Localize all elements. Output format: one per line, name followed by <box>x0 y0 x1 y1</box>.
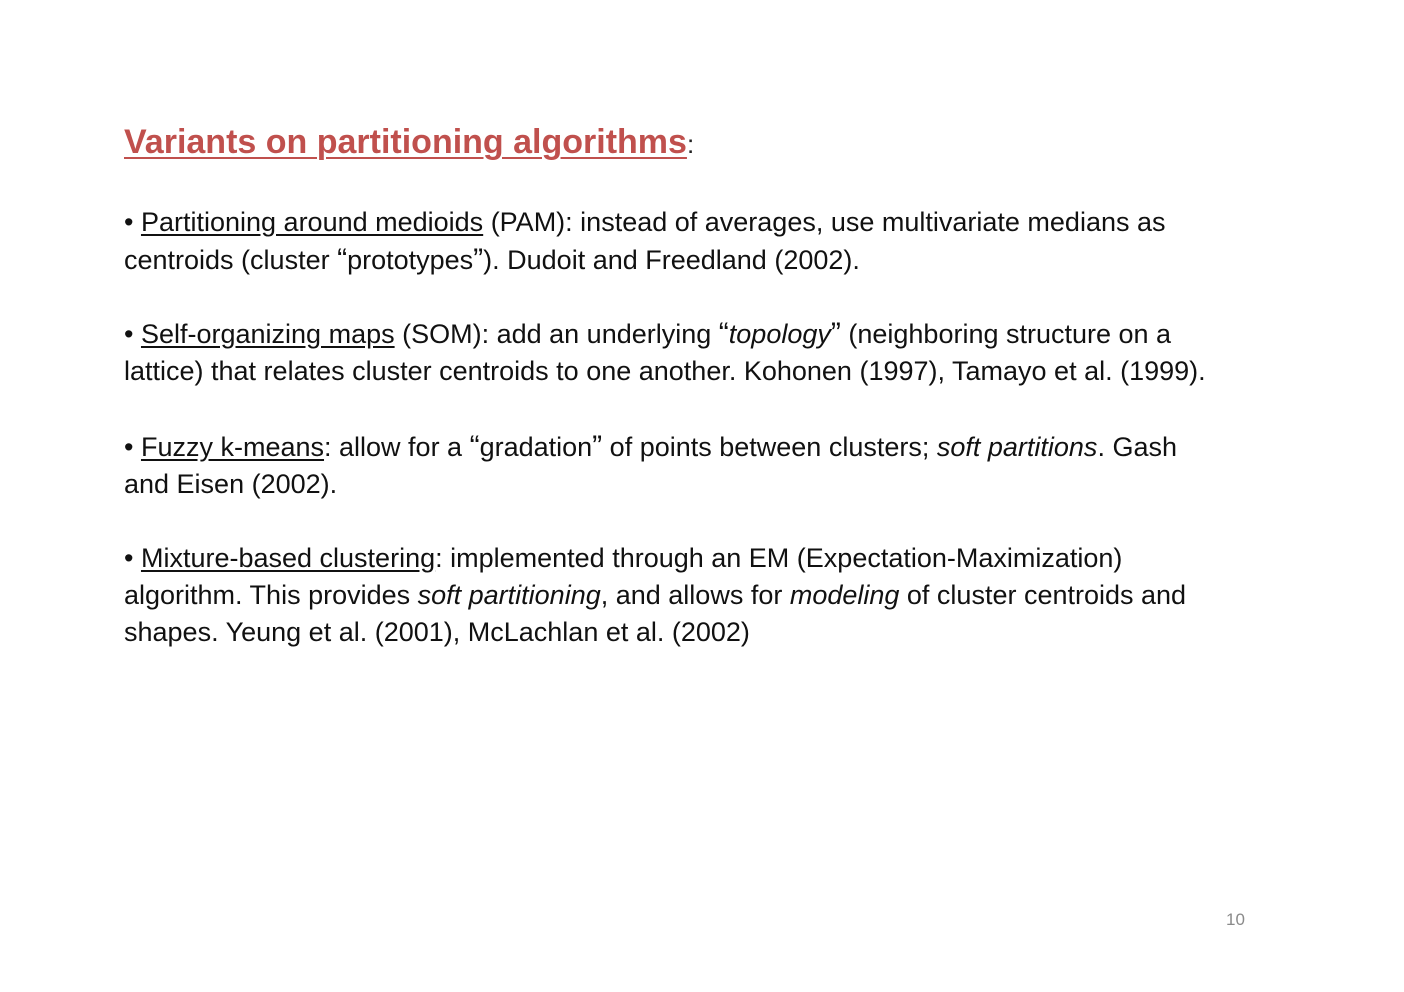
bullet-fuzzy-line-2: and Eisen (2002). <box>124 469 338 499</box>
close-quote: ” <box>830 317 841 350</box>
bullet-som <box>124 315 1284 390</box>
italic-modeling: modeling <box>789 580 900 610</box>
bullet-som-text-1a: (SOM): add an underlying <box>394 319 719 349</box>
term-fuzzy: Fuzzy k-means <box>140 432 325 462</box>
bullet-mixture <box>124 540 1284 651</box>
bullet-som-line-1 <box>124 315 1284 353</box>
term-som: Self-organizing maps <box>140 319 395 349</box>
term-mixture: Mixture-based clustering <box>140 543 436 573</box>
bullet-marker: • <box>124 319 134 349</box>
bullet-pam-text: (PAM): instead of averages, use multivariate medians as <box>483 207 1166 237</box>
bullet-marker: • <box>124 543 134 573</box>
page-number: 10 <box>1226 910 1245 929</box>
bullet-som-text-1b: (neighboring structure on a <box>840 319 1172 349</box>
bullet-fuzzy-line-1 <box>124 428 1284 466</box>
term-pam: Partitioning around medioids <box>140 207 484 237</box>
slide-title-text: Variants on partitioning algorithms <box>124 123 687 161</box>
close-quote: ” <box>473 243 484 276</box>
italic-soft-partitioning: soft partitioning <box>417 580 601 610</box>
bullet-fuzzy-text-1c: . Gash <box>1097 432 1177 462</box>
bullet-fuzzy <box>124 428 1284 503</box>
bullet-marker: • <box>124 207 134 237</box>
bullet-fuzzy-text-1b: of points between clusters; <box>602 432 937 462</box>
quoted-gradation: gradation <box>479 432 593 462</box>
bullet-mixture-text-2a: algorithm. This provides <box>124 580 418 610</box>
bullet-mixture-line-2 <box>124 577 1284 614</box>
slide-title-colon: : <box>686 129 695 159</box>
bullet-pam-text-2b: ). Dudoit and Freedland (2002). <box>483 245 860 275</box>
quoted-topology: topology <box>728 319 831 349</box>
open-quote: “ <box>469 430 480 463</box>
bullet-mixture-text-2b: , and allows for <box>600 580 790 610</box>
bullet-mixture-line-3: shapes. Yeung et al. (2001), McLachlan et al. (2002) <box>124 617 750 647</box>
bullet-pam-line-1 <box>124 204 1284 241</box>
italic-soft-partitions: soft partitions <box>936 432 1098 462</box>
bullet-mixture-line-1 <box>124 540 1284 577</box>
slide-title <box>124 120 694 166</box>
bullet-som-line-2: lattice) that relates cluster centroids to one another. Kohonen (1997), Tamayo et al. (1999). <box>124 356 1206 386</box>
bullet-pam <box>124 204 1284 279</box>
open-quote: “ <box>337 243 348 276</box>
bullet-pam-text-2a: centroids (cluster <box>124 245 338 275</box>
close-quote: ” <box>592 430 603 463</box>
bullet-pam-line-2 <box>124 241 1284 279</box>
bullet-mixture-text-1: : implemented through an EM (Expectation-Maximization) <box>435 543 1123 573</box>
bullet-mixture-text-2c: of cluster centroids and <box>899 580 1187 610</box>
bullet-marker: • <box>124 432 134 462</box>
bullet-fuzzy-text-1a: : allow for a <box>324 432 470 462</box>
open-quote: “ <box>718 317 729 350</box>
quoted-prototypes: prototypes <box>347 245 474 275</box>
